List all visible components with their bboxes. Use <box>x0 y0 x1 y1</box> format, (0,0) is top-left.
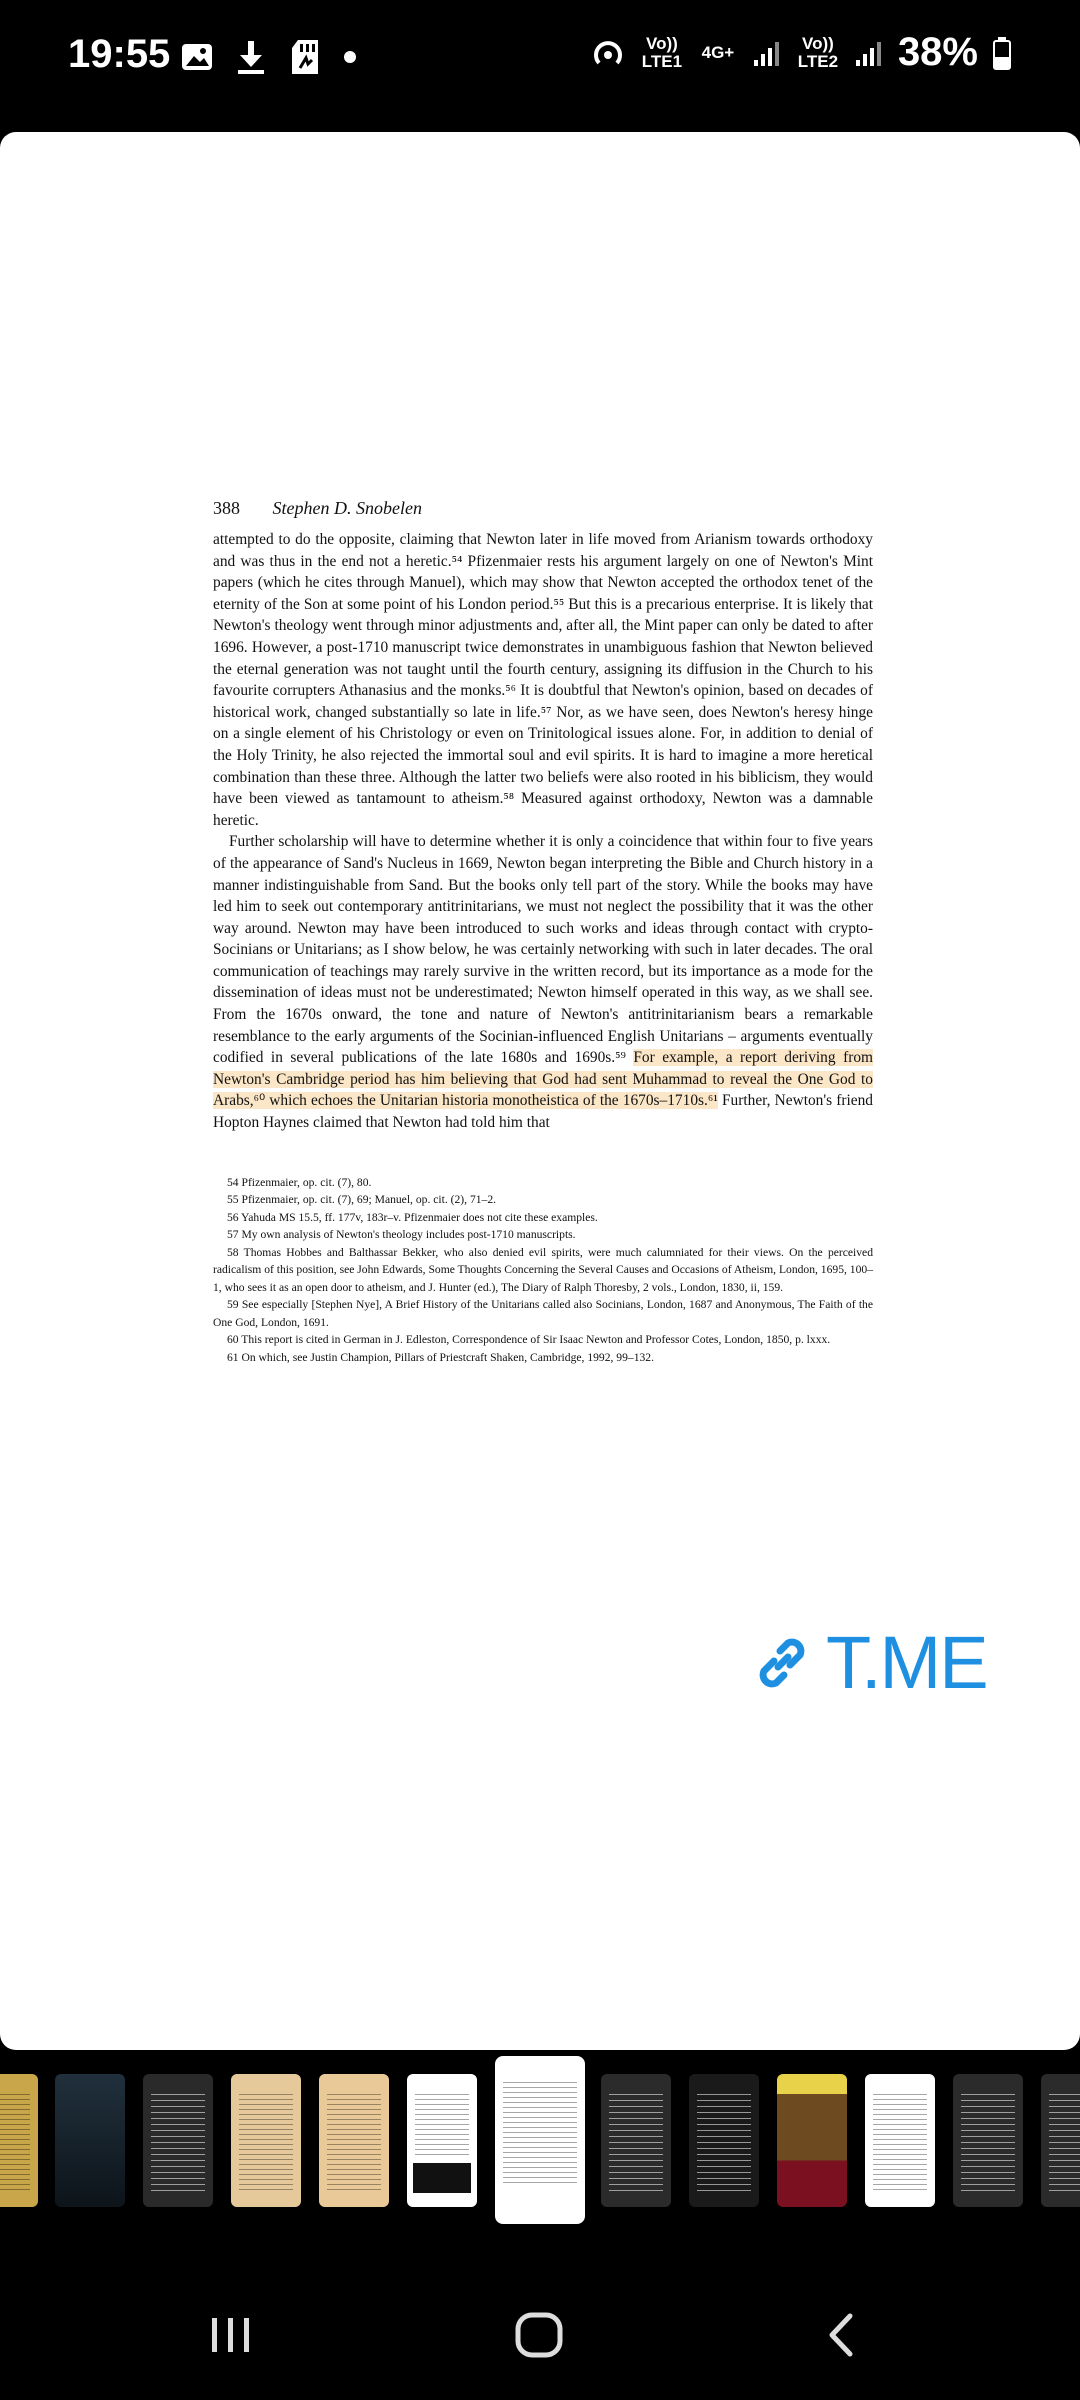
thumbnail[interactable] <box>231 2074 301 2207</box>
thumbnail[interactable] <box>143 2074 213 2207</box>
system-icons <box>590 30 1012 75</box>
paragraph-2-text: Further scholarship will have to determine whether it is only a coincidence that within four to five years of the appearance of Sand's Nucleus in 1669, Newton began interpreting the Bible and Church history in a manner indistinguishable from Sand. But the books only tell part of the story. While the books may have led him to seek out contemporary antitrinitarians, we must not neglect the possibility that it was the other way around. Newton may have been introduced to such works and ideas through contact with crypto-Socinians or Unitarians; as I show below, he was certainly networking with such in later decades. The oral communication of teachings may rarely survive in the written record, but its importance as a mode for the dissemination of ideas must not be underestimated; Newton himself operated in this way, as we shall see. From the 1670s onward, the tone and nature of Newton's antitrinitarianism bears a remarkable resemblance to the early arguments of the Socinian-influenced English Unitarians – arguments eventually codified in several publications of the late 1680s and 1690s.⁵⁹ <box>213 833 873 1067</box>
link-icon <box>750 1631 814 1695</box>
back-button[interactable] <box>820 2310 860 2360</box>
thumbnail[interactable] <box>55 2074 125 2207</box>
clock: 19:55 <box>68 32 171 76</box>
running-head <box>213 498 873 519</box>
status-bar <box>0 0 1080 120</box>
more-notifications-dot <box>344 51 356 63</box>
home-button[interactable] <box>510 2310 570 2360</box>
running-head-author: Stephen D. Snobelen <box>272 498 422 518</box>
footnote: 61 On which, see Justin Champion, Pillars of Priestcraft Shaken, Cambridge, 1992, 99–132. <box>227 1350 654 1364</box>
footnote: 57 My own analysis of Newton's theology includes post-1710 manuscripts. <box>227 1228 576 1242</box>
hotspot-icon <box>590 35 626 71</box>
footnote: 58 Thomas Hobbes and Balthassar Bekker, who also denied evil spirits, were much calumniated for their views. On the perceived radicalism of this position, see John Edwards, Some Thoughts Concerning the Several Causes and Occasions of Atheism, London, 1695, 100–1, who sees it as an open door to atheism, and J. Hunter (ed.), The Diary of Ralph Thoresby, 2 vols., London, 1830, ii, 159. <box>213 1245 873 1294</box>
gallery-icon <box>180 40 214 74</box>
network-1-label: Vo)) LTE1 <box>641 33 683 71</box>
thumbnail[interactable] <box>1041 2074 1080 2207</box>
thumbnail[interactable] <box>407 2074 477 2207</box>
signal-2-icon <box>854 38 884 68</box>
footnote: 56 Yahuda MS 15.5, ff. 177v, 183r–v. Pfizenmaier does not cite these examples. <box>227 1210 598 1224</box>
recent-apps-button[interactable] <box>206 2310 256 2360</box>
paragraph-2-end: Further, Newton's friend Hopton Haynes claimed that Newton had told him that <box>213 1092 873 1132</box>
battery-icon <box>992 35 1012 71</box>
thumbnail[interactable] <box>777 2074 847 2207</box>
footnote: 54 Pfizenmaier, op. cit. (7), 80. <box>227 1175 372 1189</box>
body-text <box>213 529 873 1134</box>
footnote: 59 See especially [Stephen Nye], A Brief History of the Unitarians called also Socinians, London, 1687 and Anonymous, The Faith of the One God, London, 1691. <box>213 1298 873 1329</box>
document-page[interactable] <box>0 132 1080 2050</box>
paragraph-2 <box>213 831 873 1133</box>
notification-icons <box>180 38 356 76</box>
footnote: 55 Pfizenmaier, op. cit. (7), 69; Manuel, op. cit. (2), 71–2. <box>227 1193 497 1207</box>
battery-percent: 38% <box>897 30 978 74</box>
thumbnail-strip[interactable] <box>0 2056 1080 2226</box>
navigation-bar <box>0 2260 1080 2400</box>
document-content <box>213 498 873 1366</box>
thumbnail[interactable] <box>319 2074 389 2207</box>
watermark <box>750 1620 987 1705</box>
thumbnail[interactable] <box>0 2074 38 2207</box>
thumbnail[interactable] <box>689 2074 759 2207</box>
footnote: 60 This report is cited in German in J. Edleston, Correspondence of Sir Isaac Newton and Professor Cotes, London, 1850, p. lxxx. <box>227 1333 831 1347</box>
network-2-label: Vo)) LTE2 <box>797 33 839 71</box>
network-type-label: 4G+ <box>701 42 735 62</box>
thumbnail[interactable] <box>865 2074 935 2207</box>
thumbnail[interactable] <box>953 2074 1023 2207</box>
download-icon <box>236 39 266 75</box>
paragraph-1: attempted to do the opposite, claiming that Newton later in life moved from Arianism towards orthodoxy and was thus in the end not a heretic.⁵⁴ Pfizenmaier rests his argument largely on one of Newton's Mint papers (which he cites through Manuel), which may show that Newton accepted the orthodox tenet of the eternity of the Son at some point of his London period.⁵⁵ But this is a precarious enterprise. It is likely that Newton's theology went through minor adjustments and, after all, the Mint paper can only be dated to after 1696. However, a post-1710 manuscript twice demonstrates in unambiguous fashion that Newton believed the eternal generation was not taught until the fourth century, assigning its diffusion in the Church to his favourite corrupters Athanasius and the monks.⁵⁶ It is doubtful that Newton's opinion, based on decades of historical work, changed substantially so late in life.⁵⁷ Nor, as we have seen, does Newton's heresy hinge on a single element of his Christology or even on Trinitological issues alone. For, in addition to denial of the Holy Trinity, he also rejected the immortal soul and evil spirits. It is hard to imagine a more heretical combination than these three. Although the latter two beliefs were also rooted in his biblicism, they would have been viewed as tantamount to atheism.⁵⁸ Measured against orthodoxy, Newton was a damnable heretic. <box>213 531 873 829</box>
highlighted-passage[interactable]: For example, a report deriving from Newton's Cambridge period has him believing that God had sent Muhammad to reveal the One God to Arabs,⁶⁰ which echoes the Unitarian historia monotheistica of the 1670s–1710s.⁶¹ <box>213 1049 873 1110</box>
thumbnail-current[interactable] <box>495 2056 585 2224</box>
page-number: 388 <box>213 498 240 518</box>
sd-card-icon <box>288 38 322 76</box>
watermark-text: T.ME <box>826 1621 987 1704</box>
signal-1-icon <box>752 38 782 68</box>
footnotes <box>213 1174 873 1367</box>
thumbnail[interactable] <box>601 2074 671 2207</box>
